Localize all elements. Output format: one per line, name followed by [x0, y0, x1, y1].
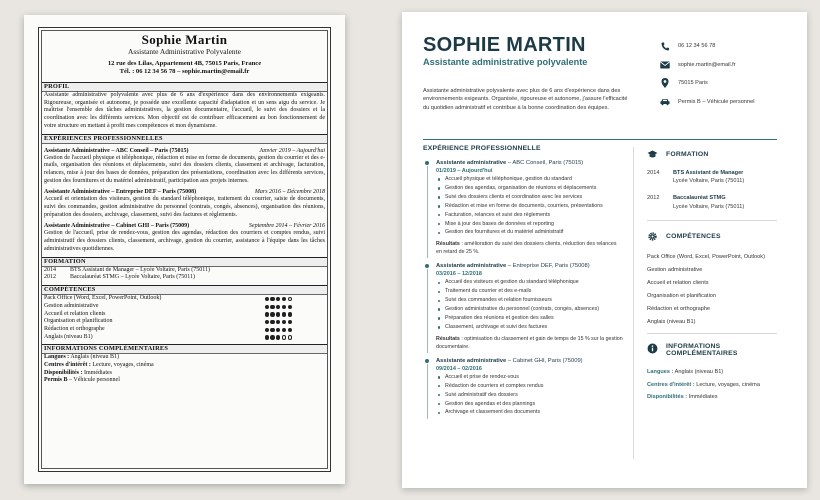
info-value: Lecture, voyages, cinéma: [694, 381, 760, 388]
cv-classic-frame: [38, 27, 331, 472]
contact-list: [660, 37, 755, 111]
formation-title: BTS Assistant de Manager: [673, 170, 744, 176]
contact-row: [660, 56, 755, 75]
job-title: Assistante administrative: [436, 263, 507, 270]
skill-row: [42, 303, 327, 311]
formation-year: 2012: [44, 274, 56, 281]
section-divider: [647, 220, 777, 221]
job-task: Gestion des agendas et des plannings: [436, 400, 623, 409]
header-divider: [423, 139, 777, 140]
filled-dot-icon: [288, 312, 292, 316]
filled-dot-icon: [288, 328, 292, 332]
skill-level-dots: [265, 295, 292, 303]
skill-label: Pack Office (Word, Excel, PowerPoint, Outlook): [44, 295, 162, 302]
filled-dot-icon: [265, 335, 269, 339]
cv-modern-role: Assistante administrative polyvalente: [423, 57, 588, 67]
formation-year: 2014: [44, 266, 56, 273]
job-task: Gestion des agendas, organisation de réunions et déplacements: [436, 184, 623, 193]
job-entry: [423, 357, 623, 418]
formation-row: [42, 274, 327, 282]
filled-dot-icon: [276, 312, 280, 316]
experience-list: [423, 159, 623, 417]
formation-section-title: FORMATION: [666, 151, 709, 158]
filled-dot-icon: [265, 320, 269, 324]
formation-list: [42, 267, 327, 283]
empty-dot-icon: [288, 297, 292, 301]
job-header: [42, 222, 327, 230]
info-value: Anglais (niveau B1): [69, 354, 119, 361]
timeline-line: [427, 166, 428, 258]
cv-classic-contact: Tél. : 06 12 34 56 78 – sophie.martin@email.fr: [119, 68, 250, 75]
job-description: Gestion de l'accueil, prise de rendez-vous, gestion des agendas, rédaction des courriers et comptes rendus, suivi administratif des dossiers clients, classement, archivage, gestion du courrier, assistance à l'équipe dans les tâches administratives quotidiennes.: [44, 230, 325, 252]
job-header: [42, 147, 327, 155]
job-company: – ABC Conseil, Paris (75015): [506, 160, 584, 166]
job-task: Accueil des visiteurs et gestion du standard téléphonique: [436, 278, 623, 287]
info-row: [42, 370, 327, 378]
skill-row: [42, 295, 327, 303]
skill-item: Accueil et relation clients: [647, 279, 709, 286]
formation-section-title: FORMATION: [42, 257, 327, 267]
filled-dot-icon: [282, 328, 286, 332]
column-divider: [633, 147, 634, 459]
job-header: [436, 357, 623, 365]
skill-row: [42, 318, 327, 326]
skill-label: Gestion administrative: [44, 302, 99, 309]
cv-classic-page: [24, 15, 345, 484]
contact-row: [660, 74, 755, 93]
contact-text: sophie.martin@email.fr: [678, 61, 736, 68]
job-title: Assistante Administrative – Entreprise DEF – Paris (75008): [44, 189, 197, 196]
filled-dot-icon: [270, 297, 274, 301]
filled-dot-icon: [288, 305, 292, 309]
job-task: Classement, archivage et suivi des factures: [436, 323, 623, 332]
empty-dot-icon: [282, 335, 286, 339]
info-label: Centres d'intérêt :: [44, 362, 91, 369]
timeline-line: [427, 269, 428, 352]
job-task: Archivage et classement des documents: [436, 408, 623, 417]
job-result: [436, 240, 623, 256]
info-row: [42, 377, 327, 385]
timeline-dot-icon: [425, 161, 429, 165]
job-description: Gestion de l'accueil physique et téléphonique, rédaction et mise en forme de documents, gestion du courrier et des e-mails, organisation des réunions et déplacements, suivi des dossiers clients, classement et archivage, facturation, relances, mise à jour des bases de données, préparation des présentations, coordination avec les différents services, gestion des fournitures et du matériel administratif, participation aux projets internes.: [44, 154, 325, 184]
filled-dot-icon: [276, 297, 280, 301]
filled-dot-icon: [276, 320, 280, 324]
job-title: Assistante administrative: [436, 160, 507, 166]
skill-level-dots: [265, 318, 292, 326]
job-dates: 09/2014 – 02/2016: [436, 365, 482, 372]
job-task: Accueil physique et téléphonique, gestion du standard: [436, 175, 623, 184]
experience-section-title: EXPÉRIENCE PROFESSIONNELLE: [423, 145, 541, 152]
formation-school: Lycée Voltaire, Paris (75011): [673, 178, 745, 185]
contact-row: [660, 37, 755, 56]
filled-dot-icon: [270, 320, 274, 324]
formation-section-header: [647, 149, 777, 160]
job-company: – Cabinet GHI, Paris (75009): [506, 357, 583, 364]
info-row: [42, 354, 327, 362]
skill-item: Anglais (niveau B1): [647, 318, 696, 325]
filled-dot-icon: [282, 312, 286, 316]
cv-classic-name: Sophie Martin: [141, 32, 228, 47]
job-dates: Septembre 2014 – Février 2016: [248, 223, 325, 230]
formation-detail: [673, 194, 744, 210]
filled-dot-icon: [276, 305, 280, 309]
formation-year: 2012: [647, 195, 660, 202]
side-column: [647, 149, 777, 404]
info-value: Immédiates: [82, 369, 113, 376]
skills-section-title: COMPÉTENCES: [42, 285, 327, 295]
info-section-title: [666, 343, 738, 357]
skills-list: [42, 295, 327, 341]
job-description: Accueil et orientation des visiteurs, gestion du standard téléphonique, traitement du courrier, saisie de documents, suivi des commandes, gestion administrative du personnel (contrats, congés, absences), organisation des réunions, préparation des dossiers, archivage, classement, suivi des factures et règlements.: [44, 196, 325, 218]
skills-section-header: [647, 231, 777, 242]
job-task: Mise à jour des bases de données et reporting: [436, 220, 623, 229]
info-list: [42, 354, 327, 385]
skill-row: [42, 334, 327, 342]
info-list: [647, 366, 777, 404]
formation-school: Lycée Voltaire, Paris (75011): [673, 203, 745, 210]
filled-dot-icon: [276, 328, 280, 332]
filled-dot-icon: [265, 297, 269, 301]
job-task: Préparation des réunions et gestion des salles: [436, 314, 623, 323]
job-entry: [423, 262, 623, 350]
skill-level-dots: [265, 326, 292, 334]
info-icon: [647, 343, 658, 354]
skill-item: Pack Office (Word, Excel, PowerPoint, Outlook): [647, 253, 765, 260]
job-company: – Entreprise DEF, Paris (75008): [506, 263, 590, 270]
info-value: Immédiates: [687, 394, 718, 401]
job-dates: Mars 2016 – Décembre 2018: [254, 189, 325, 196]
job-result-label: Résultats: [436, 241, 460, 248]
info-label: Langues :: [647, 369, 674, 376]
filled-dot-icon: [288, 320, 292, 324]
formation-row: [647, 169, 777, 185]
skill-label: Rédaction et orthographe: [44, 325, 105, 332]
job-header: [42, 188, 327, 196]
skill-level-dots: [265, 303, 292, 311]
skill-label: Anglais (niveau B1): [44, 333, 93, 340]
skill-level-dots: [265, 334, 292, 342]
section-divider: [647, 333, 777, 334]
job-title: Assistante Administrative – ABC Conseil – Paris (75015): [44, 147, 189, 154]
cv-classic-header: [42, 30, 327, 76]
cv-modern-page: [402, 12, 807, 488]
info-label: Permis B: [44, 377, 68, 384]
info-row: [42, 362, 327, 370]
filled-dot-icon: [282, 305, 286, 309]
job-task: Gestion administrative du personnel (contrats, congés, absences): [436, 305, 623, 314]
skill-row: [42, 326, 327, 334]
skills-list: [647, 251, 777, 329]
formation-detail: [673, 169, 744, 185]
info-title-line-1: INFORMATIONS: [666, 343, 721, 351]
profil-section-title: PROFIL: [42, 82, 327, 92]
mail-icon: [660, 60, 670, 70]
info-value: Anglais (niveau B1): [673, 369, 724, 376]
empty-dot-icon: [288, 335, 292, 339]
cv-classic-role: Assistante Administrative Polyvalente: [128, 47, 241, 56]
job-entry: [423, 159, 623, 256]
info-value: – Véhicule personnel: [67, 377, 120, 384]
skill-label: Organisation et planification: [44, 318, 113, 325]
job-result-text: : optimisation du classement et gain de temps de 15 % sur la gestion documentaire.: [436, 335, 623, 350]
info-row: [647, 391, 777, 404]
formation-text: BTS Assistant de Manager – Lycée Voltaire, Paris (75011): [70, 266, 211, 273]
job-result-label: Résultats: [436, 335, 460, 342]
info-section-title: INFORMATIONS COMPLÉMENTAIRES: [42, 344, 327, 354]
cv-modern-summary: Assistante administrative polyvalente avec plus de 6 ans d'expérience dans des environnements exigeants. Organisée, rigoureuse et autonome, j'assure l'efficacité du quotidien administratif et contribue à la bonne coordination des équipes.: [423, 88, 628, 111]
filled-dot-icon: [276, 335, 280, 339]
info-row: [647, 379, 777, 392]
contact-text: 75015 Paris: [678, 80, 708, 87]
skill-item: Organisation et planification: [647, 292, 717, 299]
job-header: [436, 159, 623, 167]
skill-item: Rédaction et orthographe: [647, 305, 711, 312]
filled-dot-icon: [265, 328, 269, 332]
experience-list: [42, 147, 327, 254]
formation-text: Baccalauréat STMG – Lycée Voltaire, Paris (75011): [70, 274, 196, 281]
job-dates: Janvier 2019 – Aujourd'hui: [259, 147, 325, 154]
graduation-cap-icon: [647, 149, 658, 160]
job-task: Traitement du courrier et des e-mails: [436, 287, 623, 296]
filled-dot-icon: [265, 305, 269, 309]
timeline-dot-icon: [425, 264, 429, 268]
info-value: Lecture, voyages, cinéma: [90, 362, 154, 369]
job-task: Rédaction et mise en forme de documents, courriers, présentations: [436, 202, 623, 211]
profil-text: Assistante administrative polyvalente avec plus de 6 ans d'expérience dans des environnements exigeants. Rigoureuse, organisée et autonome, je possède une excellente capacité d'adaptation et un sens aigu du service. Je maîtrise l'ensemble des tâches administratives, la gestion documentaire, l'accueil, le suivi des dossiers et la coordination avec les différents services. Mon objectif est de contribuer efficacement au bon fonctionnement de votre structure en mettant à profit mes compétences et mon dynamisme.: [44, 92, 325, 129]
filled-dot-icon: [282, 320, 286, 324]
info-label: Disponibilités :: [647, 394, 688, 401]
contact-text: Permis B – Véhicule personnel: [678, 98, 755, 105]
job-result-text: : amélioration du suivi des dossiers clients, réduction des relances en retard de 25 %.: [436, 241, 617, 256]
job-task: Suivi administratif des dossiers: [436, 391, 623, 400]
info-section-header: [647, 343, 777, 357]
contact-text: 06 12 34 56 78: [678, 43, 716, 50]
skill-level-dots: [265, 311, 292, 319]
info-title-line-2: COMPLÉMENTAIRES: [666, 350, 738, 358]
info-label: Langues :: [44, 354, 70, 361]
filled-dot-icon: [270, 305, 274, 309]
contact-row: [660, 93, 755, 112]
filled-dot-icon: [270, 328, 274, 332]
info-label: Disponibilités :: [44, 369, 83, 376]
job-header: [436, 262, 623, 270]
formation-year: 2014: [647, 170, 660, 176]
filled-dot-icon: [265, 312, 269, 316]
formation-row: [647, 194, 777, 210]
job-dates: 03/2016 – 12/2018: [436, 271, 482, 278]
job-task: Gestion des fournitures et du matériel administratif: [436, 228, 623, 237]
cv-classic-address: 12 rue des Lilas, Appartement 4B, 75015 Paris, France: [107, 60, 262, 67]
job-task: Suivi des dossiers clients et coordination avec les services: [436, 193, 623, 202]
filled-dot-icon: [270, 312, 274, 316]
car-icon: [660, 97, 670, 107]
skills-section-title: COMPÉTENCES: [666, 232, 721, 240]
skill-item: Gestion administrative: [647, 266, 703, 273]
job-title: Assistante Administrative – Cabinet GHI – Paris (75009): [44, 223, 190, 230]
job-dates: 01/2019 – Aujourd'hui: [436, 168, 493, 174]
experience-section-title: EXPÉRIENCES PROFESSIONNELLES: [42, 134, 327, 144]
info-label: Centres d'intérêt :: [647, 381, 695, 388]
timeline-dot-icon: [425, 359, 429, 363]
cv-modern-name: SOPHIE MARTIN: [423, 34, 586, 56]
job-task: Suivi des commandes et relation fournisseurs: [436, 296, 623, 305]
formation-list: [647, 169, 777, 211]
filled-dot-icon: [270, 335, 274, 339]
job-result: [436, 335, 623, 351]
job-title: Assistante administrative: [436, 357, 507, 364]
filled-dot-icon: [282, 297, 286, 301]
job-task: Accueil et prise de rendez-vous: [436, 373, 623, 382]
location-icon: [660, 78, 670, 88]
info-row: [647, 366, 777, 379]
gear-icon: [647, 231, 658, 242]
job-task: Rédaction de courriers et comptes rendus: [436, 382, 623, 391]
experience-column: [423, 145, 623, 421]
skill-label: Accueil et relation clients: [44, 310, 106, 317]
job-task: Facturation, relances et suivi des règlements: [436, 211, 623, 220]
timeline-line: [427, 364, 428, 420]
formation-title: Baccalauréat STMG: [673, 195, 726, 202]
phone-icon: [660, 41, 670, 51]
